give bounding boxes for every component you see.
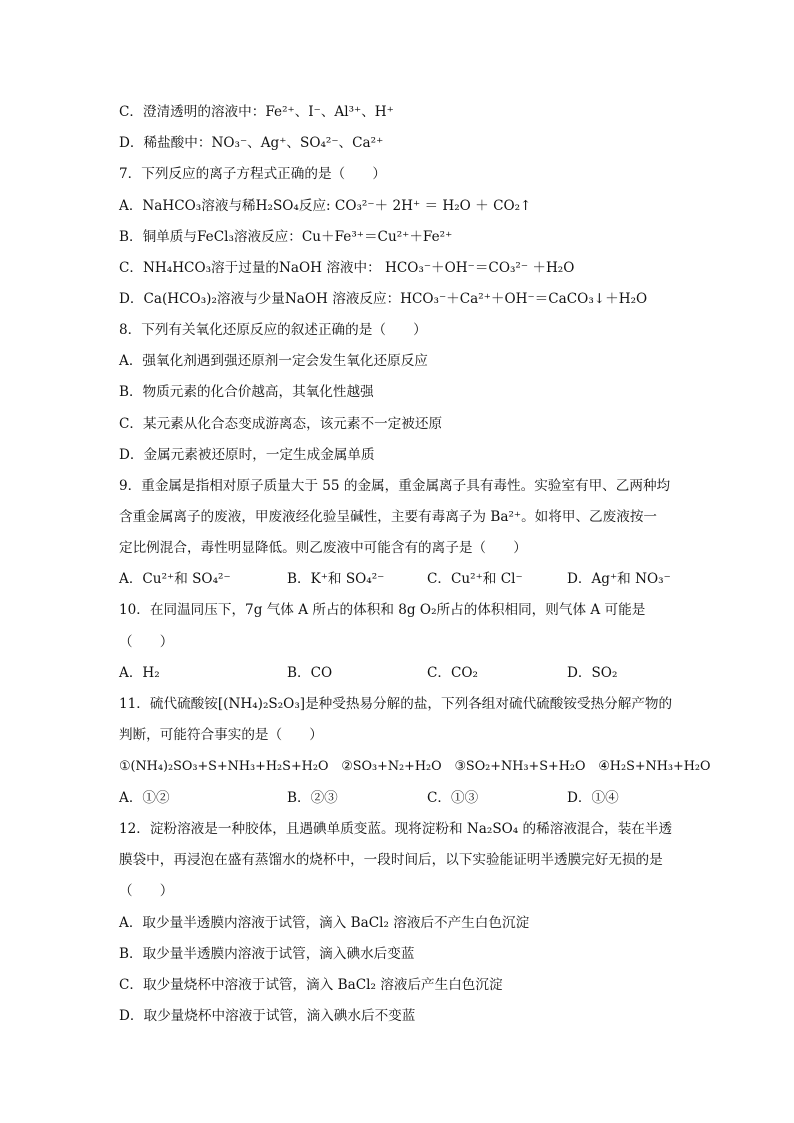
q9-stem-line3: 定比例混合，毒性明显降低。则乙废液中可能含有的离子是（ ）: [119, 540, 527, 556]
q12-stem-line1: 12．淀粉溶液是一种胶体，且遇碘单质变蓝。现将淀粉和 Na₂SO₄ 的稀溶液混合，装在半透: [119, 821, 673, 837]
q9-option-a: A．Cu²⁺和 SO₄²⁻: [119, 571, 231, 587]
q6-option-d: D．稀盐酸中：NO₃⁻、Ag⁺、SO₄²⁻、Ca²⁺: [119, 135, 384, 151]
q10-stem-line2: （ ）: [119, 634, 174, 650]
q9-option-b: B．K⁺和 SO₄²⁻: [287, 571, 385, 587]
q12-stem-line2: 膜袋中，再浸泡在盛有蒸馏水的烧杯中，一段时间后，以下实验能证明半透膜完好无损的是: [119, 852, 663, 868]
q11-choices: ①(NH₄)₂SO₃+S+NH₃+H₂S+H₂O ②SO₃+N₂+H₂O ③SO₂+NH₃+S+H₂O ④H₂S+NH₃+H₂O: [119, 759, 711, 774]
q8-option-d: D．金属元素被还原时，一定生成金属单质: [119, 447, 375, 463]
q10-option-b: B．CO: [287, 665, 333, 681]
q8-stem: 8．下列有关氧化还原反应的叙述正确的是（ ）: [119, 322, 427, 338]
q9-stem-line1: 9．重金属是指相对原子质量大于 55 的金属，重金属离子具有毒性。实验室有甲、乙两种均: [119, 478, 671, 494]
q12-option-b: B．取少量半透膜内溶液于试管，滴入碘水后变蓝: [119, 946, 415, 962]
q9-option-c: C．Cu²⁺和 Cl⁻: [427, 571, 523, 587]
q12-option-d: D．取少量烧杯中溶液于试管，滴入碘水后不变蓝: [119, 1008, 416, 1024]
q11-stem-line1: 11．硫代硫酸铵[(NH₄)₂S₂O₃]是种受热易分解的盐，下列各组对硫代硫酸铵受热分解产物的: [119, 696, 673, 712]
q10-stem-line1: 10．在同温同压下，7g 气体 A 所占的体积和 8g O₂所占的体积相同，则气体 A 可能是: [119, 602, 646, 618]
q9-option-d: D．Ag⁺和 NO₃⁻: [567, 571, 671, 587]
q8-option-c: C．某元素从化合态变成游离态，该元素不一定被还原: [119, 416, 443, 432]
q7-option-a: A．NaHCO₃溶液与稀H₂SO₄反应: CO₃²⁻＋ 2H⁺ ＝ H₂O ＋ CO₂↑: [119, 198, 532, 214]
q12-option-a: A．取少量半透膜内溶液于试管，滴入 BaCl₂ 溶液后不产生白色沉淀: [119, 915, 530, 931]
q11-option-d: D．①④: [567, 790, 619, 806]
q10-option-d: D．SO₂: [567, 665, 618, 681]
q7-option-d: D．Ca(HCO₃)₂溶液与少量NaOH 溶液反应：HCO₃⁻＋Ca²⁺＋OH⁻＝CaCO₃↓＋H₂O: [119, 291, 648, 307]
q6-option-c: C．澄清透明的溶液中：Fe²⁺、I⁻、Al³⁺、H⁺: [119, 104, 394, 120]
q11-stem-line2: 判断，可能符合事实的是（ ）: [119, 727, 323, 743]
q11-option-a: A．①②: [119, 790, 170, 806]
q8-option-a: A．强氧化剂遇到强还原剂一定会发生氧化还原反应: [119, 353, 428, 369]
q8-option-b: B．物质元素的化合价越高，其氧化性越强: [119, 384, 374, 400]
q11-option-c: C．①③: [427, 790, 479, 806]
q10-option-a: A．H₂: [119, 665, 160, 681]
q7-option-c: C．NH₄HCO₃溶于过量的NaOH 溶液中： HCO₃⁻＋OH⁻＝CO₃²⁻ ＋H₂O: [119, 260, 575, 276]
q11-option-b: B．②③: [287, 790, 338, 806]
q12-stem-line3: （ ）: [119, 883, 174, 899]
q7-option-b: B．铜单质与FeCl₃溶液反应：Cu＋Fe³⁺＝Cu²⁺＋Fe²⁺: [119, 229, 453, 245]
q10-option-c: C．CO₂: [427, 665, 478, 681]
q9-stem-line2: 含重金属离子的废液，甲废液经化验呈碱性，主要有毒离子为 Ba²⁺。如将甲、乙废液按一: [119, 509, 658, 525]
q12-option-c: C．取少量烧杯中溶液于试管，滴入 BaCl₂ 溶液后产生白色沉淀: [119, 977, 503, 993]
q7-stem: 7．下列反应的离子方程式正确的是（ ）: [119, 166, 386, 182]
